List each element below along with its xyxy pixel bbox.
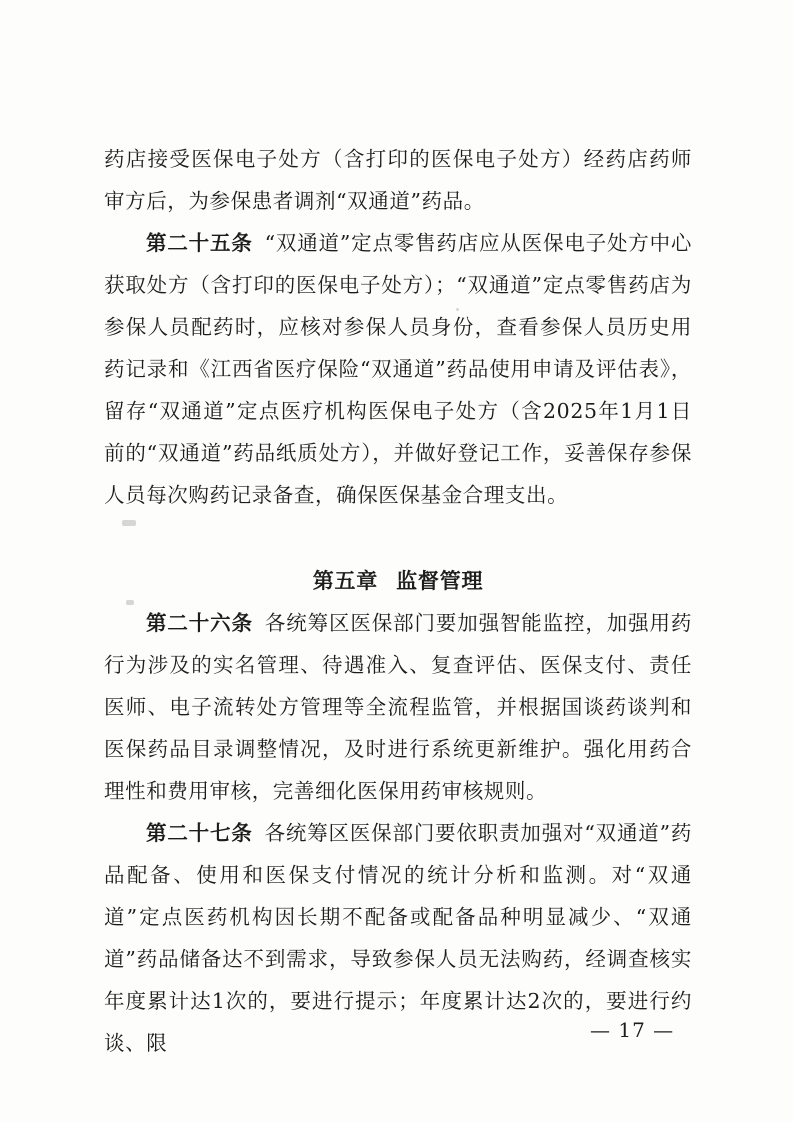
article-label: 第二十六条: [146, 611, 253, 635]
article-text: 各统筹区医保部门要依职责加强对“双通道”药品配备、使用和医保支付情况的统计分析和监测。对“双通道”定点医药机构因长期不配备或配备品种明显减少、“双通道”药品储备达不到需求，导致参保人员无法购药，经调查核实年度累计达1次的，要进行提示；年度累计达2次的，要进行约谈、限: [104, 821, 693, 1055]
chapter-title: 监督管理: [396, 569, 484, 593]
chapter-number: 第五章: [312, 569, 379, 593]
article-label: 第二十五条: [146, 231, 253, 255]
document-body: [104, 138, 692, 1064]
article-25: [104, 222, 692, 516]
page-number: — 17 —: [590, 1018, 675, 1042]
article-text: “双通道”定点零售药店应从医保电子处方中心获取处方（含打印的医保电子处方）；“双通道”定点零售药店为参保人员配药时，应核对参保人员身份，查看参保人员历史用药记录和《江西省医疗保险“双通道”药品使用申请及评估表》，留存“双通道”定点医疗机构医保电子处方（含2025年1月1日前的“双通道”药品纸质处方），并做好登记工作，妥善保存参保人员每次购药记录备查，确保医保基金合理支出。: [104, 231, 693, 507]
article-text: 各统筹区医保部门要加强智能监控，加强用药行为涉及的实名管理、待遇准入、复查评估、医保支付、责任医师、电子流转处方管理等全流程监管，并根据国谈药谈判和医保药品目录调整情况，及时进行系统更新维护。强化用药合理性和费用审核，完善细化医保用药审核规则。: [104, 611, 693, 803]
article-26: [104, 602, 692, 812]
chapter-heading: [104, 560, 692, 602]
chapter-spacer: [104, 516, 692, 560]
article-label: 第二十七条: [146, 821, 253, 845]
paragraph-continuation: 药店接受医保电子处方（含打印的医保电子处方）经药店药师审方后，为参保患者调剂“双通道”药品。: [104, 147, 692, 213]
